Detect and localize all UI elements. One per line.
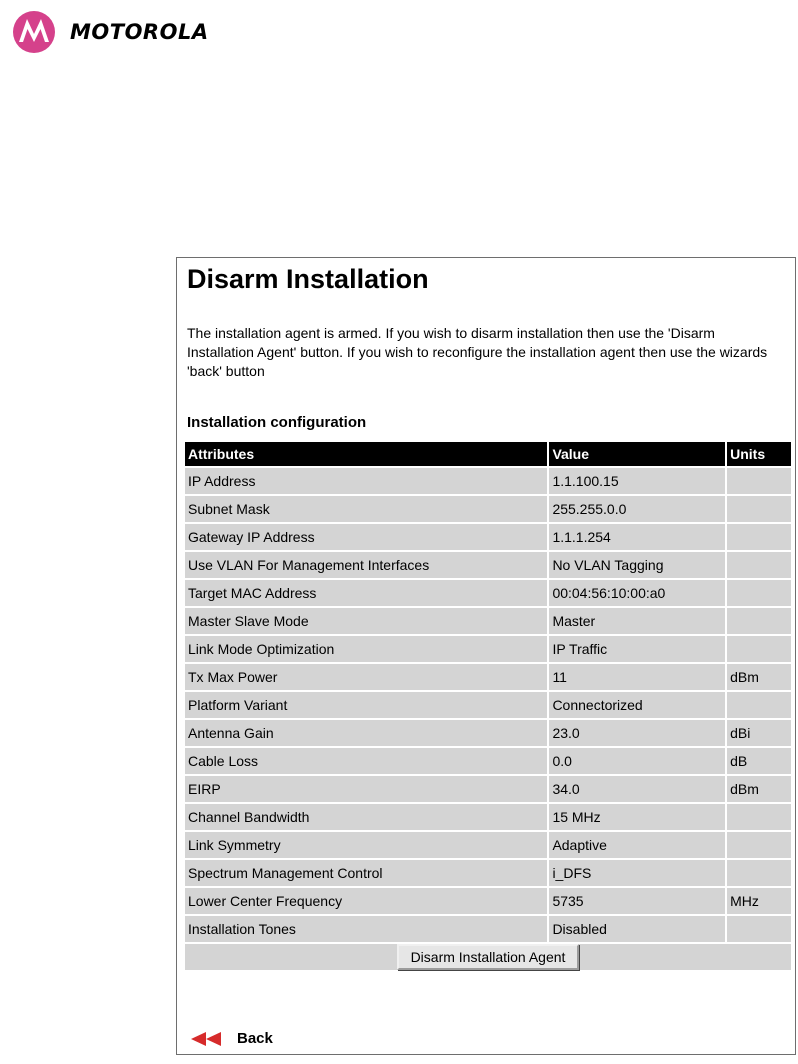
unit-cell: dBm xyxy=(727,664,791,690)
button-cell xyxy=(185,944,791,970)
header-value: Value xyxy=(549,442,725,466)
unit-cell xyxy=(727,608,791,634)
attr-cell: Use VLAN For Management Interfaces xyxy=(185,552,547,578)
back-label[interactable]: Back xyxy=(237,1030,273,1047)
installation-config-table xyxy=(183,440,793,972)
value-cell: Master xyxy=(549,608,725,634)
unit-cell xyxy=(727,468,791,494)
value-cell: 11 xyxy=(549,664,725,690)
brand-name: MOTOROLA xyxy=(70,20,209,44)
page-title: Disarm Installation xyxy=(187,264,429,294)
table-row xyxy=(185,916,791,942)
page-description: The installation agent is armed. If you wish to disarm installation then use the 'Disarm Installation Agent' button. If you wish to reconfigure the installation agent then use the wizards 'back' button xyxy=(187,325,768,379)
unit-cell xyxy=(727,496,791,522)
attr-cell: Gateway IP Address xyxy=(185,524,547,550)
section-title: Installation configuration xyxy=(187,414,367,431)
value-cell: Connectorized xyxy=(549,692,725,718)
unit-cell: dBm xyxy=(727,776,791,802)
motorola-batwing-icon xyxy=(12,10,56,54)
unit-cell xyxy=(727,580,791,606)
double-left-arrow-icon xyxy=(191,1032,223,1046)
attr-cell: Antenna Gain xyxy=(185,720,547,746)
table-row xyxy=(185,608,791,634)
disarm-installation-panel xyxy=(176,257,796,1055)
unit-cell xyxy=(727,860,791,886)
table-row xyxy=(185,888,791,914)
attr-cell: Subnet Mask xyxy=(185,496,547,522)
table-row xyxy=(185,748,791,774)
attr-cell: IP Address xyxy=(185,468,547,494)
value-cell: 0.0 xyxy=(549,748,725,774)
table-row xyxy=(185,720,791,746)
table-row xyxy=(185,860,791,886)
table-row xyxy=(185,664,791,690)
header-attributes: Attributes xyxy=(185,442,547,466)
attr-cell: EIRP xyxy=(185,776,547,802)
value-cell: 1.1.1.254 xyxy=(549,524,725,550)
unit-cell: dB xyxy=(727,748,791,774)
attr-cell: Tx Max Power xyxy=(185,664,547,690)
table-row xyxy=(185,552,791,578)
value-cell: 255.255.0.0 xyxy=(549,496,725,522)
table-row xyxy=(185,804,791,830)
value-cell: 1.1.100.15 xyxy=(549,468,725,494)
table-row xyxy=(185,468,791,494)
value-cell: Adaptive xyxy=(549,832,725,858)
value-cell: No VLAN Tagging xyxy=(549,552,725,578)
attr-cell: Master Slave Mode xyxy=(185,608,547,634)
attr-cell: Cable Loss xyxy=(185,748,547,774)
table-header-row xyxy=(185,442,791,466)
table-row xyxy=(185,580,791,606)
attr-cell: Link Mode Optimization xyxy=(185,636,547,662)
unit-cell xyxy=(727,832,791,858)
attr-cell: Spectrum Management Control xyxy=(185,860,547,886)
value-cell: Disabled xyxy=(549,916,725,942)
unit-cell xyxy=(727,916,791,942)
attr-cell: Installation Tones xyxy=(185,916,547,942)
attr-cell: Lower Center Frequency xyxy=(185,888,547,914)
unit-cell xyxy=(727,804,791,830)
unit-cell: dBi xyxy=(727,720,791,746)
unit-cell xyxy=(727,636,791,662)
attr-cell: Link Symmetry xyxy=(185,832,547,858)
header-units: Units xyxy=(727,442,791,466)
back-link[interactable] xyxy=(191,1030,273,1047)
table-row xyxy=(185,776,791,802)
value-cell: 00:04:56:10:00:a0 xyxy=(549,580,725,606)
disarm-installation-agent-button[interactable]: Disarm Installation Agent xyxy=(397,944,580,970)
value-cell: IP Traffic xyxy=(549,636,725,662)
table-row xyxy=(185,832,791,858)
unit-cell: MHz xyxy=(727,888,791,914)
value-cell: 34.0 xyxy=(549,776,725,802)
attr-cell: Target MAC Address xyxy=(185,580,547,606)
table-row xyxy=(185,496,791,522)
table-row xyxy=(185,524,791,550)
value-cell: 5735 xyxy=(549,888,725,914)
table-row xyxy=(185,692,791,718)
value-cell: i_DFS xyxy=(549,860,725,886)
unit-cell xyxy=(727,552,791,578)
value-cell: 15 MHz xyxy=(549,804,725,830)
unit-cell xyxy=(727,524,791,550)
attr-cell: Platform Variant xyxy=(185,692,547,718)
button-row xyxy=(185,944,791,970)
table-row xyxy=(185,636,791,662)
brand-logo xyxy=(12,10,209,54)
unit-cell xyxy=(727,692,791,718)
attr-cell: Channel Bandwidth xyxy=(185,804,547,830)
value-cell: 23.0 xyxy=(549,720,725,746)
